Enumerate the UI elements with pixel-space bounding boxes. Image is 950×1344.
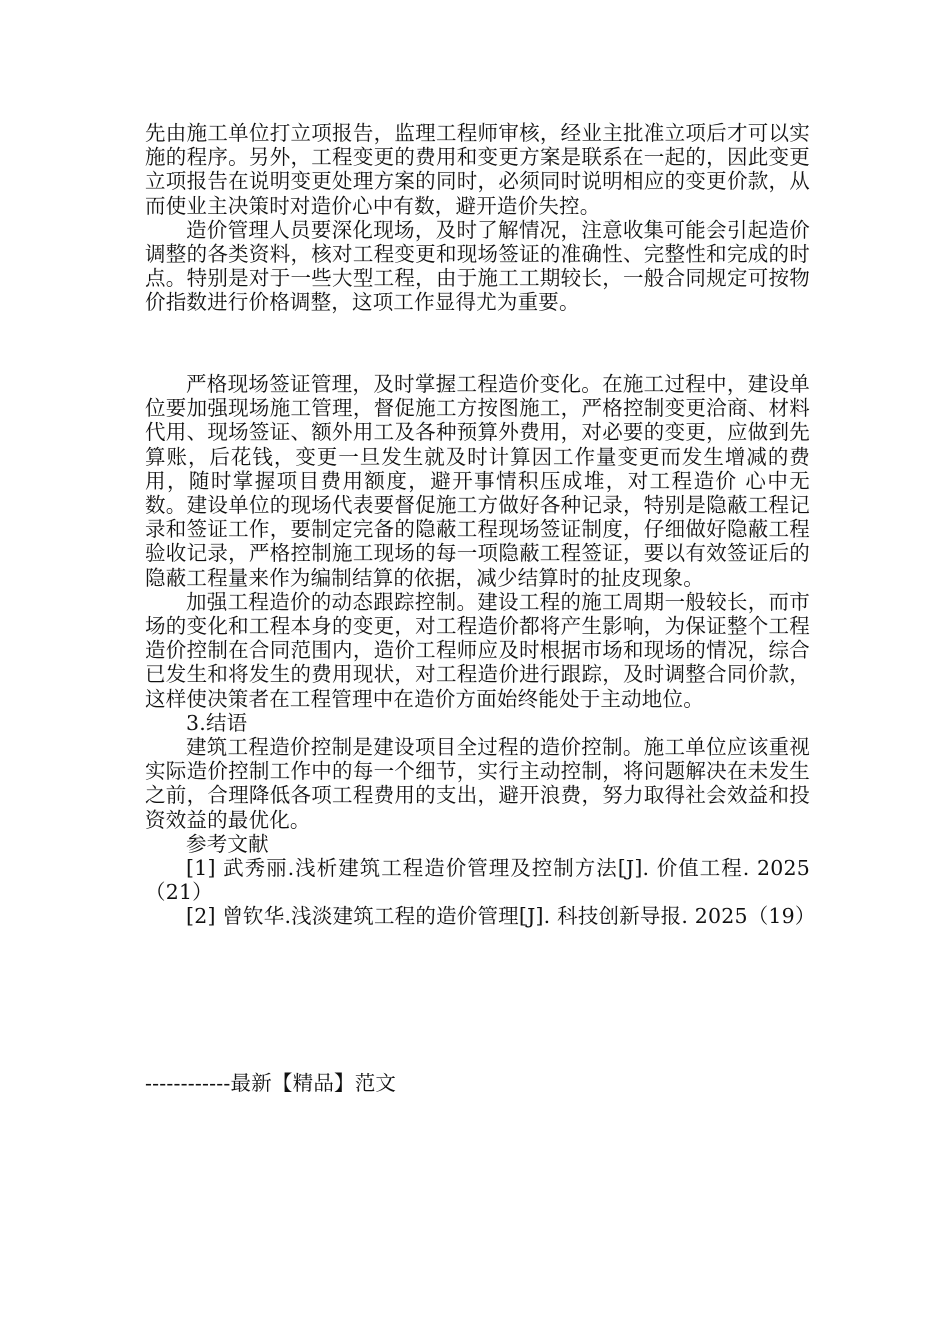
paragraph-conclusion: 建筑工程造价控制是建设项目全过程的造价控制。施工单位应该重视实际造价控制工作中的每一个细节，实行主动控制，将问题解决在未发生之前，合理降低各项工程费用的支出，避开浪费，努力取得社会效益和投资效益的最优化。: [145, 735, 810, 832]
paragraph-site-management: 造价管理人员要深化现场，及时了解情况，注意收集可能会引起造价调整的各类资料，核对工程变更和现场签证的准确性、完整性和完成的时点。特别是对于一些大型工程，由于施工工期较长，一般合同规定可按物价指数进行价格调整，这项工作显得尤为重要。: [145, 217, 810, 315]
reference-item-2: [2] 曾钦华.浅淡建筑工程的造价管理[J]. 科技创新导报. 2025（19）: [186, 904, 816, 929]
section-heading-conclusion: 3.结语: [186, 710, 248, 735]
footer-tagline: ------------最新【精品】范文: [145, 1071, 397, 1095]
reference-item-1: [1] 武秀丽.浅析建筑工程造价管理及控制方法[J]. 价值工程. 2025（21）: [145, 856, 810, 905]
body-text-section-2: [145, 372, 816, 929]
paragraph-dynamic-tracking: 加强工程造价的动态跟踪控制。建设工程的施工周期一般较长，而市场的变化和工程本身的变更，对工程造价都将产生影响，为保证整个工程造价控制在合同范围内，造价工程师应及时根据市场和现场的情况，综合已发生和将发生的费用现状，对工程造价进行跟踪，及时调整合同价款，这样使决策者在工程管理中在造价方面始终能处于主动地位。: [145, 589, 810, 711]
paragraph-site-visa-management: 严格现场签证管理，及时掌握工程造价变化。在施工过程中，建设单位要加强现场施工管理，督促施工方按图施工，严格控制变更洽商、材料代用、现场签证、额外用工及各种预算外费用，对必要的变更，应做到先算账，后花钱，变更一旦发生就及时计算因工作量变更而发生增减的费用，随时掌握项目费用额度，避开事情积压成堆，对工程造价 心中无数。建设单位的现场代表要督促施工方做好各种记录，特别是隐蔽工程记录和签证工作，要制定完备的隐蔽工程现场签证制度，仔细做好隐蔽工程验收记录，严格控制施工现场的每一项隐蔽工程签证，要以有效签证后的隐蔽工程量来作为编制结算的依据，减少结算时的扯皮现象。: [145, 372, 810, 590]
body-text-section-1: [145, 121, 810, 315]
paragraph-continuation: 先由施工单位打立项报告，监理工程师审核，经业主批准立项后才可以实施的程序。另外，工程变更的费用和变更方案是联系在一起的，因此变更立项报告在说明变更处理方案的同时，必须同时说明相应的变更价款，从而使业主决策时对造价心中有数，避开造价失控。: [145, 121, 810, 218]
references-heading: 参考文献: [186, 831, 269, 856]
